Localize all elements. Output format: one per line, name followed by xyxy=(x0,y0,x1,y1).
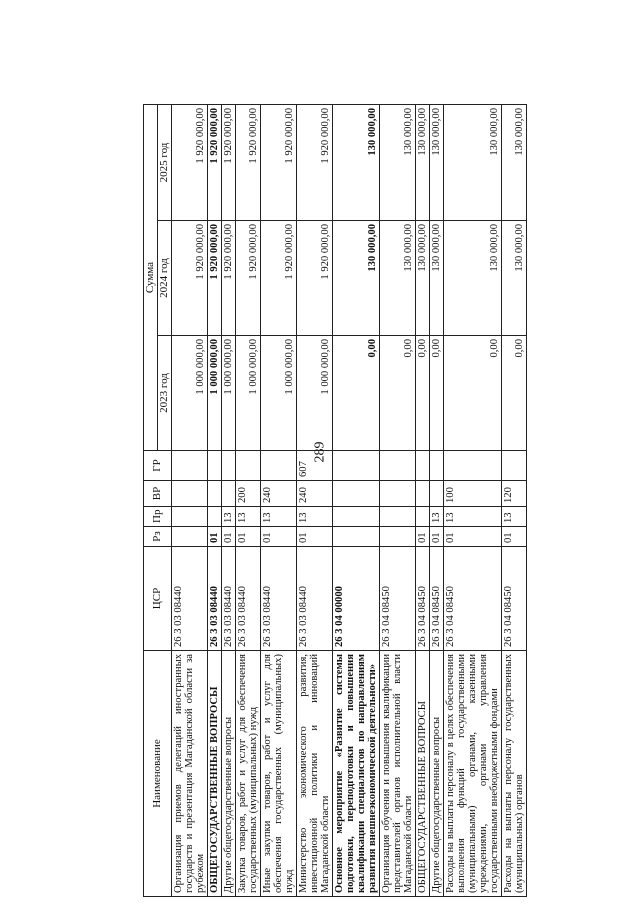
cell-vr xyxy=(380,481,416,507)
cell-vr: 100 xyxy=(444,481,502,507)
table-row xyxy=(502,105,527,897)
cell-y2023: 1 000 000,00 xyxy=(172,336,208,451)
cell-pr: 13 xyxy=(261,507,297,527)
cell-y2023: 1 000 000,00 xyxy=(297,336,333,451)
table-row xyxy=(416,105,430,897)
cell-gr xyxy=(261,451,297,481)
cell-pr: 13 xyxy=(236,507,261,527)
table-row xyxy=(297,105,333,897)
cell-pr: 13 xyxy=(297,507,333,527)
cell-gr: 607 xyxy=(297,451,333,481)
cell-csr: 26 3 04 08450 xyxy=(430,547,444,651)
cell-y2025: 1 920 000,00 xyxy=(261,105,297,221)
header-rz: Рз xyxy=(144,527,172,547)
table-row xyxy=(222,105,236,897)
cell-y2025: 1 920 000,00 xyxy=(222,105,236,221)
cell-rz: 01 xyxy=(261,527,297,547)
cell-y2023: 0,00 xyxy=(502,336,527,451)
cell-rz xyxy=(380,527,416,547)
cell-gr xyxy=(222,451,236,481)
cell-pr xyxy=(333,507,380,527)
cell-csr: 26 3 04 08450 xyxy=(444,547,502,651)
cell-gr xyxy=(416,451,430,481)
cell-csr: 26 3 03 08440 xyxy=(222,547,236,651)
cell-vr xyxy=(416,481,430,507)
cell-y2024: 130 000,00 xyxy=(333,221,380,336)
cell-gr xyxy=(236,451,261,481)
cell-rz: 01 xyxy=(502,527,527,547)
cell-pr: 13 xyxy=(444,507,502,527)
cell-gr xyxy=(444,451,502,481)
cell-csr: 26 3 03 08440 xyxy=(261,547,297,651)
cell-name: Организация обучения и повышения квалификации представителей органов исполнительной власти Магаданской области xyxy=(380,651,416,897)
cell-y2023: 1 000 000,00 xyxy=(222,336,236,451)
cell-rz xyxy=(172,527,208,547)
cell-gr xyxy=(430,451,444,481)
cell-y2025: 130 000,00 xyxy=(380,105,416,221)
cell-vr: 240 xyxy=(261,481,297,507)
cell-pr xyxy=(208,507,222,527)
cell-pr: 13 xyxy=(222,507,236,527)
cell-name: Другие общегосударственные вопросы xyxy=(222,651,236,897)
table-body xyxy=(172,105,527,897)
cell-vr xyxy=(208,481,222,507)
table-row xyxy=(208,105,222,897)
cell-gr xyxy=(172,451,208,481)
header-2024: 2024 год xyxy=(158,221,172,336)
cell-y2023: 0,00 xyxy=(430,336,444,451)
cell-name: Основное мероприятие «Развитие системы подготовки, переподготовки и повышения квалификации специалистов по направлениям развития внешнеэкономической деятельности» xyxy=(333,651,380,897)
cell-rz: 01 xyxy=(416,527,430,547)
cell-csr: 26 3 03 08440 xyxy=(208,547,222,651)
cell-name: Расходы на выплаты персоналу государственных (муниципальных) органов xyxy=(502,651,527,897)
cell-vr: 240 xyxy=(297,481,333,507)
cell-name: ОБЩЕГОСУДАРСТВЕННЫЕ ВОПРОСЫ xyxy=(208,651,222,897)
cell-gr xyxy=(208,451,222,481)
cell-csr: 26 3 03 08440 xyxy=(297,547,333,651)
cell-gr xyxy=(380,451,416,481)
cell-y2023: 1 000 000,00 xyxy=(208,336,222,451)
cell-name: Иные закупки товаров, работ и услуг для обеспечения государственных (муниципальных) нужд xyxy=(261,651,297,897)
table-row xyxy=(380,105,416,897)
cell-y2023: 0,00 xyxy=(333,336,380,451)
header-name: Наименование xyxy=(144,651,172,897)
cell-vr xyxy=(172,481,208,507)
cell-y2025: 1 920 000,00 xyxy=(297,105,333,221)
cell-y2025: 130 000,00 xyxy=(444,105,502,221)
cell-y2023: 0,00 xyxy=(380,336,416,451)
cell-y2024: 1 920 000,00 xyxy=(208,221,222,336)
cell-y2024: 130 000,00 xyxy=(380,221,416,336)
cell-y2025: 130 000,00 xyxy=(430,105,444,221)
cell-rz: 01 xyxy=(222,527,236,547)
cell-y2023: 0,00 xyxy=(416,336,430,451)
cell-rz: 01 xyxy=(297,527,333,547)
header-vr: ВР xyxy=(144,481,172,507)
cell-name: Организация приемов делегаций иностранных государств и презентация Магаданской области за рубежом xyxy=(172,651,208,897)
cell-rz: 01 xyxy=(430,527,444,547)
cell-name: Другие общегосударственные вопросы xyxy=(430,651,444,897)
cell-y2024: 130 000,00 xyxy=(444,221,502,336)
cell-rz: 01 xyxy=(236,527,261,547)
cell-pr: 13 xyxy=(430,507,444,527)
cell-y2024: 1 920 000,00 xyxy=(297,221,333,336)
cell-y2025: 130 000,00 xyxy=(333,105,380,221)
cell-y2024: 1 920 000,00 xyxy=(261,221,297,336)
header-2025: 2025 год xyxy=(158,105,172,221)
cell-name: Закупка товаров, работ и услуг для обеспечения государственных (муниципальных) нужд xyxy=(236,651,261,897)
cell-y2024: 1 920 000,00 xyxy=(172,221,208,336)
cell-csr: 26 3 03 08440 xyxy=(172,547,208,651)
cell-vr: 200 xyxy=(236,481,261,507)
header-gr: ГР xyxy=(144,451,172,481)
page-number: 289 xyxy=(312,441,327,463)
cell-y2024: 130 000,00 xyxy=(502,221,527,336)
cell-y2024: 130 000,00 xyxy=(430,221,444,336)
table-row xyxy=(261,105,297,897)
cell-y2025: 130 000,00 xyxy=(502,105,527,221)
cell-csr: 26 3 04 08450 xyxy=(502,547,527,651)
cell-rz: 01 xyxy=(208,527,222,547)
cell-csr: 26 3 04 08450 xyxy=(416,547,430,651)
cell-vr xyxy=(430,481,444,507)
cell-rz: 01 xyxy=(444,527,502,547)
cell-name: ОБЩЕГОСУДАРСТВЕННЫЕ ВОПРОСЫ xyxy=(416,651,430,897)
cell-y2024: 1 920 000,00 xyxy=(222,221,236,336)
table-row xyxy=(444,105,502,897)
cell-pr xyxy=(416,507,430,527)
rotated-table-container xyxy=(143,105,593,897)
cell-rz xyxy=(333,527,380,547)
header-pr: Пр xyxy=(144,507,172,527)
cell-gr xyxy=(333,451,380,481)
cell-pr: 13 xyxy=(502,507,527,527)
cell-name: Министерство экономического развития, инвестиционной политики и инноваций Магаданской области xyxy=(297,651,333,897)
cell-y2025: 1 920 000,00 xyxy=(236,105,261,221)
table-row xyxy=(236,105,261,897)
cell-y2023: 0,00 xyxy=(444,336,502,451)
cell-vr xyxy=(222,481,236,507)
cell-name: Расходы на выплаты персоналу в целях обеспечения выполнения функций государственными (муниципальными) органами, казенными учреждениями, органами управления государственными внебюджетными фондами xyxy=(444,651,502,897)
cell-y2025: 1 920 000,00 xyxy=(172,105,208,221)
table-row xyxy=(430,105,444,897)
budget-table xyxy=(143,104,527,897)
header-csr: ЦСР xyxy=(144,547,172,651)
cell-y2025: 130 000,00 xyxy=(416,105,430,221)
cell-y2025: 1 920 000,00 xyxy=(208,105,222,221)
cell-pr xyxy=(380,507,416,527)
cell-vr xyxy=(333,481,380,507)
cell-y2024: 1 920 000,00 xyxy=(236,221,261,336)
cell-vr: 120 xyxy=(502,481,527,507)
cell-y2023: 1 000 000,00 xyxy=(261,336,297,451)
cell-y2024: 130 000,00 xyxy=(416,221,430,336)
header-2023: 2023 год xyxy=(158,336,172,451)
cell-csr: 26 3 04 08450 xyxy=(380,547,416,651)
header-sum: Сумма xyxy=(144,105,158,451)
table-row xyxy=(172,105,208,897)
cell-pr xyxy=(172,507,208,527)
cell-csr: 26 3 04 00000 xyxy=(333,547,380,651)
table-row xyxy=(333,105,380,897)
cell-csr: 26 3 03 08440 xyxy=(236,547,261,651)
cell-gr xyxy=(502,451,527,481)
cell-y2023: 1 000 000,00 xyxy=(236,336,261,451)
